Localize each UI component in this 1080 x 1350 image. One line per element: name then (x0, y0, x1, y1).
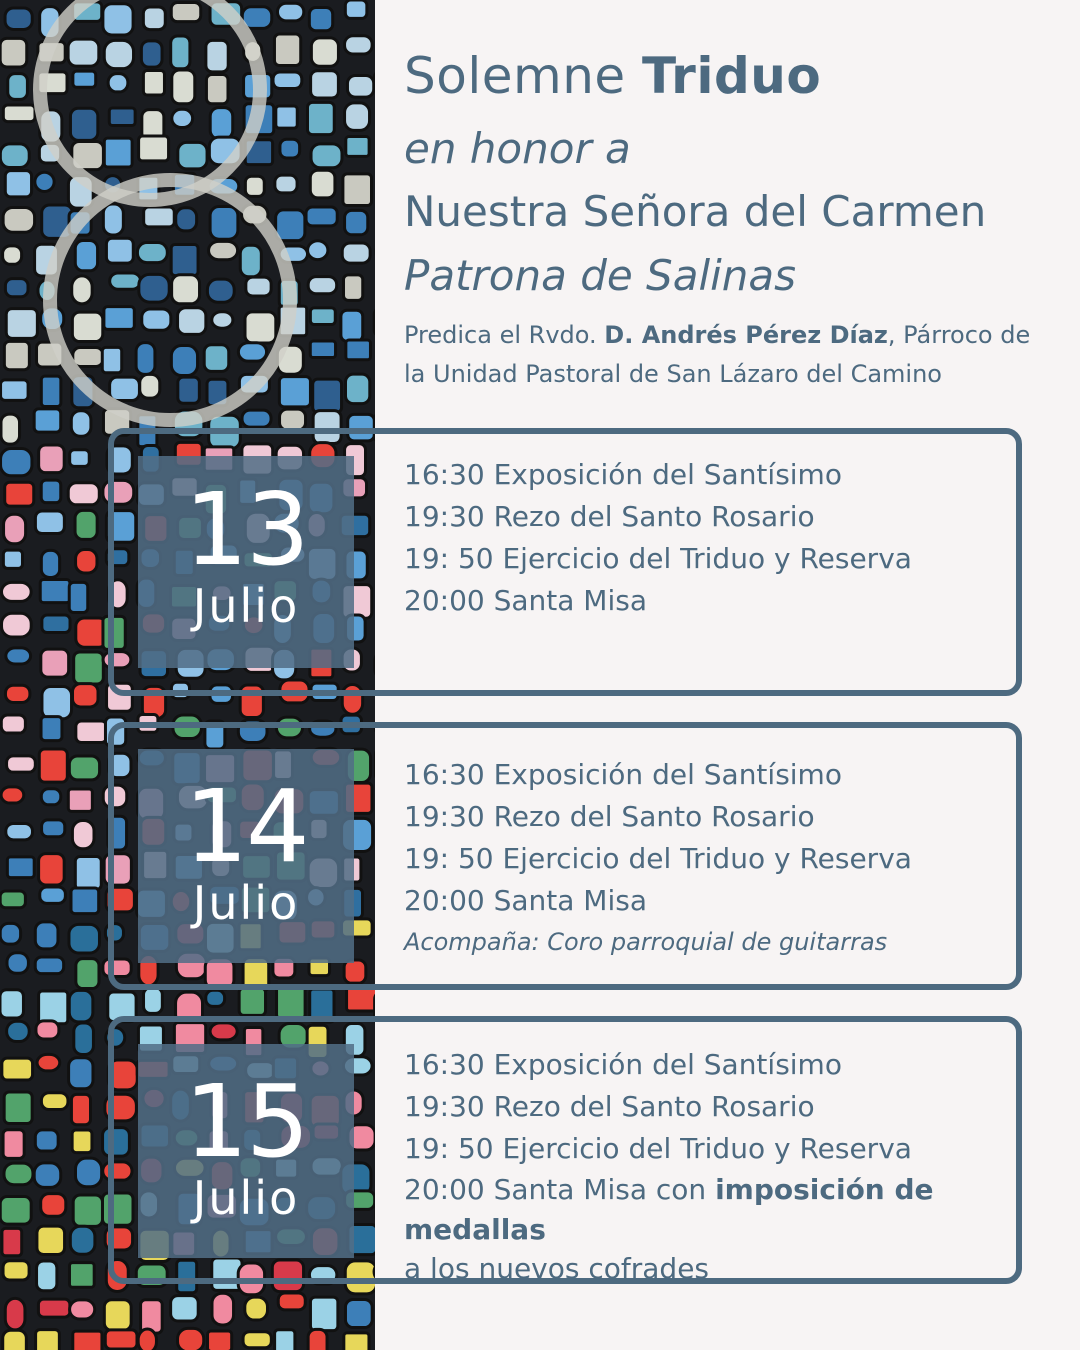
glass-piece (70, 108, 97, 140)
glass-piece (109, 108, 135, 126)
glass-piece (345, 36, 373, 54)
glass-piece (37, 1261, 57, 1291)
glass-piece (307, 102, 334, 134)
glass-piece (36, 1330, 60, 1350)
glass-piece (76, 550, 97, 573)
glass-piece (76, 959, 99, 989)
glass-piece (35, 1130, 58, 1151)
glass-piece (68, 483, 99, 505)
glass-piece (106, 238, 133, 263)
glass-piece (4, 1163, 33, 1185)
glass-piece (171, 346, 197, 376)
schedule-item: 19:30 Rezo del Santo Rosario (404, 1090, 815, 1123)
glass-piece (42, 615, 70, 633)
glass-piece (0, 923, 20, 944)
glass-piece (4, 514, 26, 543)
glass-piece (104, 1300, 131, 1331)
main-title (404, 40, 1054, 112)
glass-piece (3, 1261, 29, 1280)
schedule-item-medals (404, 1170, 1034, 1250)
glass-piece (69, 1263, 94, 1288)
glass-piece (308, 241, 328, 260)
glass-piece (310, 308, 335, 325)
glass-piece (245, 312, 276, 343)
glass-piece (5, 685, 29, 702)
date-month: Julio (192, 1171, 300, 1225)
glass-piece (42, 820, 65, 837)
preacher-name: D. Andrés Pérez Díaz (604, 321, 888, 349)
glass-piece (68, 39, 99, 66)
medals-bold: imposición de medallas (404, 1173, 934, 1246)
glass-piece (171, 36, 190, 69)
glass-piece (76, 721, 107, 743)
glass-piece (42, 686, 72, 718)
schedule-item: 19:30 Rezo del Santo Rosario (404, 500, 815, 533)
date-tile-14 (138, 749, 354, 963)
glass-piece (172, 109, 193, 127)
glass-piece (276, 106, 297, 128)
glass-piece (5, 482, 34, 506)
glass-piece (6, 824, 33, 840)
glass-piece (0, 891, 25, 908)
date-tile-13 (138, 456, 354, 668)
glass-piece (275, 175, 297, 193)
glass-piece (73, 71, 96, 87)
glass-piece (143, 71, 164, 95)
glass-piece (1, 715, 25, 733)
glass-piece (2, 1228, 22, 1255)
glass-piece (2, 613, 32, 637)
schedule-15 (404, 1044, 1034, 1288)
glass-piece (310, 341, 335, 358)
glass-piece (5, 171, 31, 197)
glass-piece (280, 139, 300, 158)
glass-piece (72, 312, 102, 341)
glass-piece (313, 379, 342, 412)
glass-piece (0, 990, 23, 1018)
glass-piece (69, 1058, 93, 1089)
glass-piece (2, 582, 32, 601)
glass-piece (41, 649, 69, 677)
glass-piece (239, 988, 265, 1016)
glass-piece (276, 210, 305, 241)
glass-piece (75, 241, 97, 271)
title-prefix: Solemne (404, 47, 626, 105)
glass-piece (209, 241, 238, 259)
medals-suffix: a los nuevos cofrades (404, 1252, 710, 1285)
glass-piece (139, 274, 169, 302)
glass-piece (171, 3, 200, 22)
glass-piece (139, 136, 169, 161)
glass-piece (36, 1021, 59, 1039)
glass-piece (346, 136, 369, 156)
glass-piece (1, 414, 20, 444)
glass-piece (8, 74, 28, 100)
glass-piece (342, 243, 370, 263)
glass-piece (38, 1299, 69, 1317)
date-number: 14 (184, 768, 308, 885)
glass-piece (344, 1333, 369, 1350)
schedule-item: 19: 50 Ejercicio del Triduo y Reserva (404, 842, 912, 875)
glass-piece (245, 1297, 268, 1320)
glass-piece (35, 172, 54, 191)
glass-piece (7, 756, 36, 772)
glass-piece (40, 887, 66, 903)
glass-piece (172, 70, 195, 104)
date-tile-15 (138, 1044, 354, 1258)
glass-piece (274, 34, 300, 65)
glass-piece (141, 41, 162, 67)
glass-piece (71, 1094, 90, 1124)
schedule-item: 20:00 Santa Misa (404, 584, 647, 617)
glass-piece (178, 308, 206, 335)
glass-piece (178, 1328, 204, 1350)
glass-piece (7, 1021, 30, 1041)
glass-piece (6, 309, 37, 339)
glass-piece (238, 343, 266, 361)
glass-piece (1, 787, 24, 803)
glass-piece (39, 749, 67, 782)
glass-piece (1, 448, 32, 475)
glass-piece (206, 990, 225, 1006)
glass-piece (35, 922, 58, 949)
glass-piece (75, 510, 97, 539)
glass-piece (70, 450, 90, 467)
schedule-13 (404, 454, 1034, 622)
glass-piece (137, 243, 167, 263)
glass-piece (343, 174, 372, 206)
preacher-prefix: Predica el Rvdo. (404, 321, 597, 349)
glass-piece (69, 924, 100, 953)
glass-piece (136, 343, 155, 375)
preacher-suffix: , Párroco de la Unidad Pastoral de San Lázaro del Camino (404, 321, 1031, 388)
glass-piece (245, 176, 264, 196)
glass-piece (346, 340, 371, 360)
glass-piece (345, 103, 370, 130)
glass-piece (308, 1329, 327, 1350)
glass-piece (345, 374, 369, 403)
glass-piece (37, 1226, 65, 1254)
title-bold: Triduo (642, 47, 822, 105)
glass-piece (73, 347, 103, 366)
honor-line: en honor a (404, 124, 631, 173)
glass-piece (72, 276, 92, 304)
glass-piece (41, 717, 62, 741)
glass-piece (73, 1195, 102, 1226)
schedule-item: 16:30 Exposición del Santísimo (404, 1048, 842, 1081)
glass-piece (311, 144, 342, 168)
glass-piece (210, 108, 233, 139)
glass-piece (273, 72, 302, 89)
schedule-note: Acompaña: Coro parroquial de guitarras (404, 928, 888, 956)
date-number: 15 (184, 1063, 308, 1180)
glass-piece (210, 207, 238, 240)
preacher-text (404, 316, 1054, 394)
glass-piece (104, 40, 133, 68)
glass-piece (35, 957, 63, 974)
glass-piece (0, 38, 27, 67)
glass-piece (3, 1330, 27, 1350)
glass-piece (212, 1293, 234, 1325)
glass-piece (171, 244, 198, 275)
glass-piece (103, 204, 123, 235)
glass-piece (204, 345, 229, 372)
glass-piece (34, 1163, 61, 1187)
glass-piece (39, 991, 68, 1024)
glass-piece (341, 310, 363, 341)
glass-piece (73, 684, 99, 707)
glass-piece (39, 854, 65, 885)
glass-piece (71, 888, 99, 914)
glass-piece (142, 309, 171, 330)
glass-piece (3, 550, 22, 568)
glass-piece (69, 582, 88, 612)
glass-piece (345, 210, 368, 234)
glass-piece (278, 1293, 305, 1310)
glass-piece (74, 652, 104, 684)
glass-piece (69, 756, 99, 780)
glass-piece (278, 3, 304, 21)
glass-piece (279, 377, 310, 407)
glass-piece (69, 990, 93, 1021)
glass-piece (6, 648, 31, 664)
glass-piece (212, 312, 233, 328)
glass-piece (74, 1023, 94, 1055)
glass-piece (0, 144, 29, 168)
glass-piece (40, 579, 70, 602)
medals-prefix: 20:00 Santa Misa con (404, 1173, 716, 1206)
glass-piece (41, 480, 61, 503)
glass-piece (243, 1332, 271, 1348)
glass-piece (104, 138, 132, 167)
glass-piece (306, 207, 337, 226)
date-month: Julio (192, 876, 300, 930)
title-block (404, 40, 1054, 394)
glass-piece (206, 40, 228, 71)
schedule-item: 19:30 Rezo del Santo Rosario (404, 800, 815, 833)
glass-piece (110, 377, 140, 400)
glass-piece (138, 1329, 156, 1350)
glass-piece (178, 377, 200, 403)
glass-piece (3, 105, 35, 122)
glass-piece (347, 987, 375, 1011)
glass-piece (171, 1296, 199, 1321)
glass-piece (104, 307, 134, 330)
glass-piece (0, 1196, 31, 1224)
glass-piece (140, 374, 160, 398)
patron-line: Patrona de Salinas (404, 251, 797, 300)
schedule-14 (404, 754, 1034, 962)
glass-piece (70, 1226, 95, 1254)
glass-piece (172, 275, 200, 304)
glass-piece (144, 207, 175, 227)
glass-piece (143, 7, 165, 30)
glass-piece (345, 1299, 372, 1327)
glass-piece (207, 279, 234, 302)
glass-piece (208, 1331, 232, 1350)
glass-piece (311, 71, 339, 98)
glass-piece (309, 8, 332, 31)
schedule-item: 19: 50 Ejercicio del Triduo y Reserva (404, 1132, 912, 1165)
glass-piece (5, 279, 28, 297)
glass-piece (3, 207, 34, 232)
glass-piece (72, 821, 94, 849)
glass-piece (34, 409, 61, 432)
glass-piece (246, 277, 271, 296)
date-number: 13 (184, 471, 308, 588)
glass-piece (206, 75, 228, 104)
glass-piece (35, 511, 64, 534)
glass-piece (68, 789, 92, 811)
glass-piece (102, 347, 121, 372)
schedule-item: 19: 50 Ejercicio del Triduo y Reserva (404, 542, 912, 575)
glass-piece (242, 410, 271, 427)
glass-piece (41, 550, 59, 577)
glass-piece (311, 38, 338, 66)
glass-piece (344, 275, 363, 300)
glass-piece (41, 376, 61, 406)
glass-piece (176, 208, 197, 231)
glass-piece (37, 1054, 60, 1071)
glass-piece (374, 308, 375, 337)
glass-piece (141, 1300, 163, 1333)
glass-piece (345, 0, 367, 18)
schedule-item: 16:30 Exposición del Santísimo (404, 458, 842, 491)
glass-piece (110, 273, 141, 289)
glass-piece (308, 277, 336, 294)
glass-piece (4, 341, 29, 369)
glass-piece (4, 1092, 32, 1124)
glass-piece (75, 1158, 101, 1187)
glass-piece (39, 445, 65, 473)
glass-piece (105, 1330, 137, 1349)
glass-piece (75, 857, 101, 890)
glass-piece (178, 142, 207, 169)
glass-piece (2, 1058, 33, 1080)
glass-piece (108, 74, 128, 92)
glass-piece (310, 1297, 337, 1331)
glass-piece (5, 8, 32, 29)
glass-piece (73, 1331, 102, 1350)
glass-piece (3, 1130, 24, 1159)
glass-piece (347, 75, 373, 97)
glass-piece (1, 380, 29, 400)
glass-piece (310, 170, 335, 198)
glass-piece (7, 953, 28, 974)
glass-piece (3, 246, 22, 264)
glass-piece (275, 1330, 295, 1350)
date-month: Julio (192, 579, 300, 633)
glass-piece (144, 988, 163, 1014)
virgin-name: Nuestra Señora del Carmen (404, 187, 987, 236)
glass-piece (7, 857, 34, 878)
schedule-item: 16:30 Exposición del Santísimo (404, 758, 842, 791)
glass-piece (41, 1194, 66, 1217)
glass-piece (103, 4, 133, 35)
glass-piece (70, 1300, 95, 1319)
glass-piece (41, 1093, 68, 1110)
glass-piece (72, 1130, 92, 1153)
glass-piece (41, 789, 60, 805)
glass-piece (5, 1298, 25, 1330)
glass-piece (240, 245, 261, 277)
glass-piece (277, 986, 306, 1018)
glass-piece (71, 411, 91, 437)
glass-piece (374, 71, 375, 92)
schedule-item: 20:00 Santa Misa (404, 884, 647, 917)
